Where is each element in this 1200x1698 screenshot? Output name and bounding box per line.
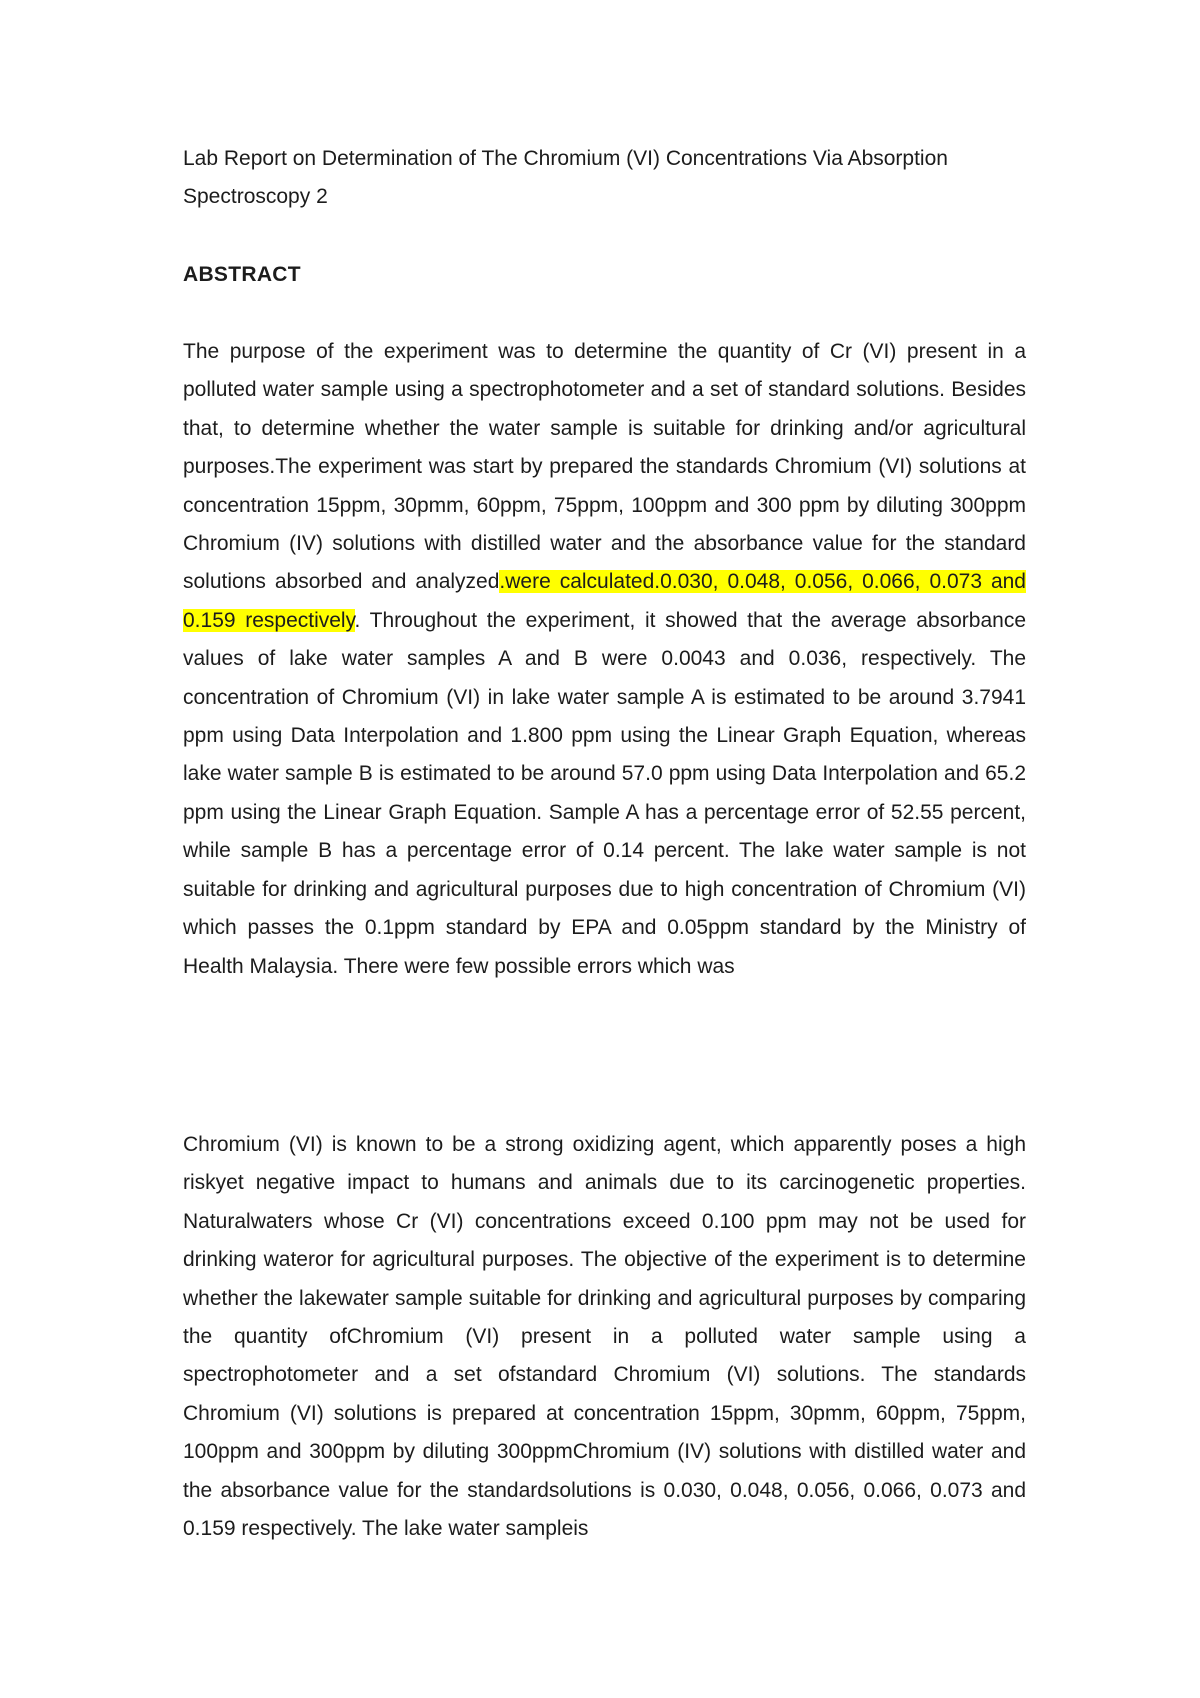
introduction-paragraph: Chromium (VI) is known to be a strong oxidizing agent, which apparently poses a high riskyet negative impact to humans and animals due to its carcinogenetic properties. Naturalwaters whose Cr (VI) concentrations exceed 0.100 ppm may not be used for drinking wateror for agricultural purposes. The objective of the experiment is to determine whether the lakewater sample suitable for drinking and agricultural purposes by comparing the quantity ofChromium (VI) present in a polluted water sample using a spectrophotometer and a set ofstandard Chromium (VI) solutions. The standards Chromium (VI) solutions is prepared at concentration 15ppm, 30pmm, 60ppm, 75ppm, 100ppm and 300ppm by diluting 300ppmChromium (IV) solutions with distilled water and the absorbance value for the standardsolutions is 0.030, 0.048, 0.056, 0.066, 0.073 and 0.159 respectively. The lake water sampleis bbox=[183, 1132, 1026, 1540]
abstract-text-end: . Throughout the experiment, it showed that the average absorbance values of lake water samples A and B were 0.0043 and 0.036, respectively. The concentration of Chromium (VI) in lake water sample A is estimated to be around 3.7941 ppm using Data Interpolation and 1.800 ppm using the Linear Graph Equation, whereas lake water sample B is estimated to be around 57.0 ppm using Data Interpolation and 65.2 ppm using the Linear Graph Equation. Sample A has a percentage error of 52.55 percent, while sample B has a percentage error of 0.14 percent. The lake water sample is not suitable for drinking and agricultural purposes due to high concentration of Chromium (VI) which passes the 0.1ppm standard by EPA and 0.05ppm standard by the Ministry of Health Malaysia. There were few possible errors which was bbox=[183, 608, 1026, 978]
abstract-text-start: The purpose of the experiment was to determine the quantity of Cr (VI) present in a polluted water sample using a spectrophotometer and a set of standard solutions. Besides that, to determine whether the water sample is suitable for drinking and/or agricultural purposes.The experiment was start by prepared the standards Chromium (VI) solutions at concentration 15ppm, 30pmm, 60ppm, 75ppm, 100ppm and 300 ppm by diluting 300ppm Chromium (IV) solutions with distilled water and the absorbance value for the standard solutions absorbed and analyzed bbox=[183, 340, 1026, 594]
abstract-paragraph bbox=[183, 333, 1026, 986]
document-title: Lab Report on Determination of The Chromium (VI) Concentrations Via Absorption Spectroscopy 2 bbox=[183, 147, 948, 208]
document-body bbox=[183, 140, 1026, 1548]
abstract-heading: ABSTRACT bbox=[183, 263, 301, 286]
highlighted-text: .were calculated.0.030, 0.048, 0.056, 0.066, 0.073 and 0.159 respectively bbox=[183, 570, 1026, 632]
